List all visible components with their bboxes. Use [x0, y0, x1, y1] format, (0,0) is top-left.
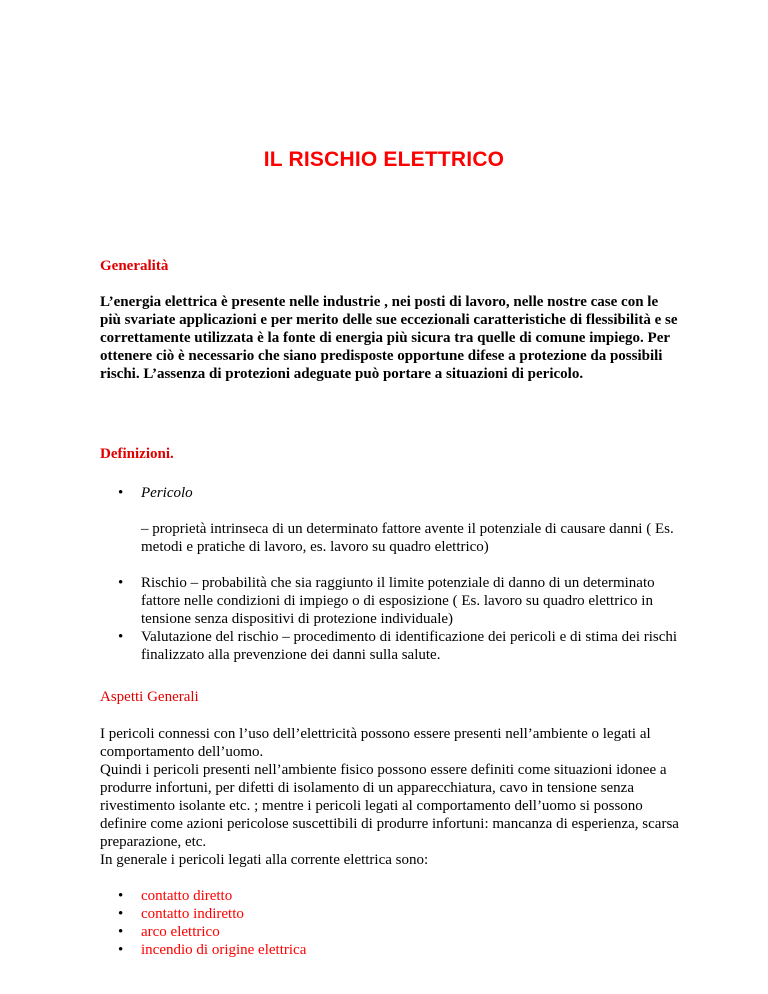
generalita-paragraph: L’energia elettrica è presente nelle industrie , nei posti di lavoro, nelle nostre case con le più svariate applicazioni e per merito delle sue eccezionali caratteristiche di flessibilità e se correttamente utilizzata è la fonte di energia più sicura tra quelle di comune impiego. Per ottenere ciò è necessario che siano predisposte opportune difese a protezione da possibili rischi. L’assenza di protezioni adeguate può portare a situazioni di pericolo. [100, 294, 678, 382]
section-heading-definizioni: Definizioni. [100, 446, 174, 462]
aspetti-paragraph-2: Quindi i pericoli presenti nell’ambiente fisico possono essere definiti come situazioni idonee a produrre infortuni, per difetti di isolamento di un apparecchiatura, cavo in tensione senza rivestimento isolante etc. ; mentre i pericoli legati al comportamento dell’uomo si possono definire come azioni pericolose suscettibili di produrre infortuni: mancanza di esperienza, scarsa preparazione, etc. [100, 762, 679, 850]
aspetti-paragraph-1: I pericoli connessi con l’uso dell’elettricità possono essere presenti nell’ambiente o legati al comportamento dell’uomo. [100, 726, 651, 760]
document-title: IL RISCHIO ELETTRICO [263, 148, 505, 171]
list-item [100, 941, 680, 959]
bullet-icon: • [118, 485, 124, 501]
bullet-icon: • [118, 575, 124, 591]
section-heading-generalita: Generalità [100, 258, 169, 274]
list-item [100, 887, 680, 905]
list-item [100, 905, 680, 923]
hazard-contatto-diretto: contatto diretto [141, 888, 233, 904]
pericolo-term: Pericolo [141, 485, 193, 501]
list-item [100, 923, 680, 941]
hazard-contatto-indiretto: contatto indiretto [141, 906, 244, 922]
bullet-icon: • [118, 924, 124, 940]
pericolo-list [100, 484, 680, 502]
list-item [100, 628, 680, 664]
definition-rischio: Rischio – probabilità che sia raggiunto il limite potenziale di danno di un determinato fattore nelle condizioni di impiego o di esposizione ( Es. lavoro su quadro elettrico in tensione senza dispositivi di protezione individuale) [141, 575, 655, 627]
list-item [100, 574, 680, 628]
list-item-pericolo [100, 484, 680, 502]
definition-valutazione: Valutazione del rischio – procedimento di identificazione dei pericoli e di stima dei rischi finalizzato alla prevenzione dei danni sulla salute. [141, 629, 678, 663]
bullet-icon: • [118, 942, 124, 958]
section-heading-aspetti: Aspetti Generali [100, 689, 199, 705]
hazard-incendio: incendio di origine elettrica [141, 942, 307, 958]
bullet-icon: • [118, 629, 124, 645]
hazard-arco-elettrico: arco elettrico [141, 924, 220, 940]
aspetti-paragraph-3: In generale i pericoli legati alla corrente elettrica sono: [100, 852, 429, 868]
hazards-list [100, 887, 680, 959]
pericolo-definition: – proprietà intrinseca di un determinato fattore avente il potenziale di causare danni ( Es. metodi e pratiche di lavoro, es. lavoro su quadro elettrico) [141, 521, 674, 555]
definitions-list [100, 574, 680, 664]
bullet-icon: • [118, 906, 124, 922]
bullet-icon: • [118, 888, 124, 904]
